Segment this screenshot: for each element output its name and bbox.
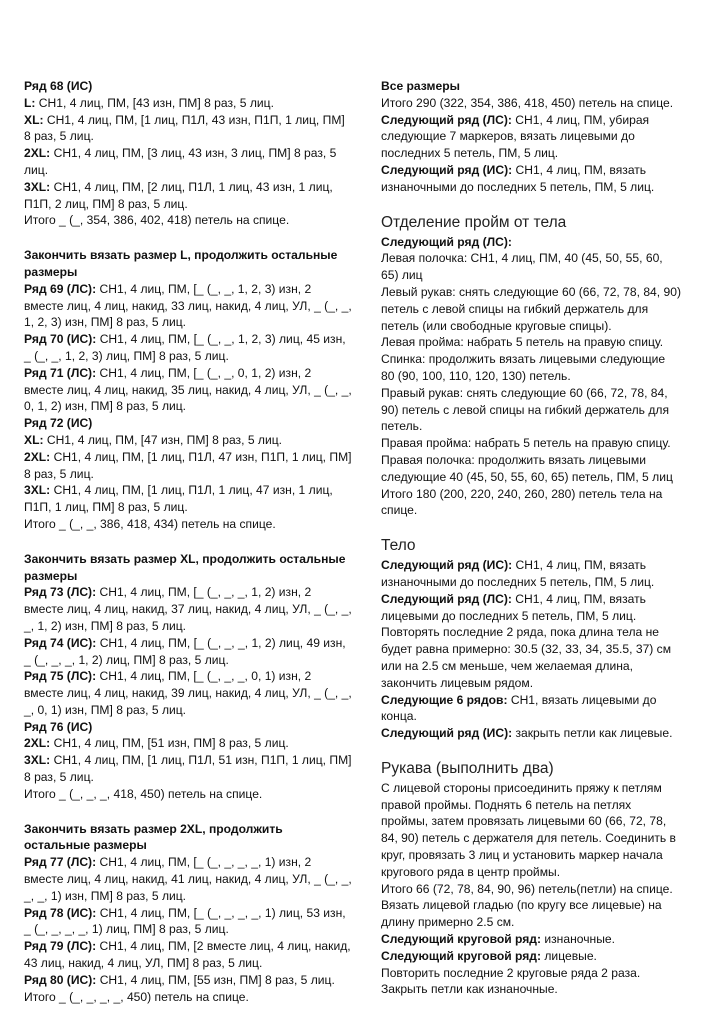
instruction-label: Следующий ряд (ИС): [381, 726, 513, 741]
instruction-paragraph [381, 965, 681, 982]
instruction-text: СН1, 4 лиц, ПМ, [_ (_, _, _, _, 1) изн, 2 вместе лиц, 4 лиц, накид, 41 лиц, накид, 4 лиц, УЛ, _ (_, _, _, _, 1) изн, ПМ] 8 раз, 5 лиц. [24, 855, 352, 903]
instruction-label: Следующий ряд (ЛС): [381, 112, 512, 127]
instruction-label: Ряд 76 (ИС) [24, 719, 93, 734]
instruction-label: Ряд 77 (ЛС): [24, 855, 97, 870]
instruction-text: Левая полочка: СН1, 4 лиц, ПМ, 40 (45, 50, 55, 60, 65) лиц [381, 251, 663, 283]
instruction-paragraph [381, 435, 681, 452]
instruction-paragraph [24, 938, 352, 972]
section-heading: Тело [381, 537, 416, 555]
instruction-text: СН1, 4 лиц, ПМ, [_ (_, _, 1, 2, 3) лиц, 45 изн, _ (_, _, 1, 2, 3) лиц, ПМ] 8 раз, 5 лиц. [24, 332, 346, 363]
instruction-text: СН1, 4 лиц, ПМ, [_ (_, _, _, 1, 2) лиц, 49 изн, _ (_, _, _, 1, 2) лиц, ПМ] 8 раз, 5 лиц. [24, 635, 346, 667]
instruction-paragraph [24, 735, 352, 752]
instruction-text: СН1, 4 лиц, ПМ, вязать изнаночными до последних 5 петель, ПМ, 5 лиц. [381, 162, 655, 194]
section-title: Следующий ряд (ЛС): [381, 234, 512, 249]
instruction-text: С лицевой стороны присоединить пряжу к петлям правой проймы. Поднять 6 петель на петлях проймы, затем провязать лицевыми 60 (66, 72, 78, 84, 90) петель с держателя для петель. Соединить в круг, провязать 3 лиц и установить маркер начала кругового ряда в центр проймы. [381, 780, 676, 879]
instruction-paragraph [24, 584, 352, 634]
instruction-paragraph [24, 786, 352, 803]
instruction-paragraph [381, 692, 681, 726]
instruction-label: 2XL: [24, 449, 51, 464]
instruction-text: Левая пройма: набрать 5 петель на правую спицу. [381, 335, 664, 350]
instruction-paragraph [24, 989, 352, 1006]
instruction-paragraph [24, 905, 352, 939]
instruction-paragraph [381, 591, 681, 625]
instruction-paragraph [381, 486, 681, 520]
instruction-label: Следующий ряд (ИС): [381, 162, 513, 177]
instruction-label: Ряд 80 (ИС): [24, 972, 97, 987]
right-column [381, 78, 681, 1015]
instruction-paragraph [381, 95, 681, 112]
instruction-label: Следующий круговой ряд: [381, 948, 542, 963]
instruction-paragraph [24, 112, 352, 146]
instruction-text: Спинка: продолжить вязать лицевыми следующие 80 (90, 100, 110, 120, 130) петель. [381, 352, 666, 383]
instruction-text: СН1, 4 лиц, ПМ, [_ (_, _, _, 1, 2) изн, 2 вместе лиц, 4 лиц, накид, 37 лиц, накид, 4 лиц, УЛ, _ (_, _, _, 1, 2) изн, ПМ] 8 раз, 5 лиц. [24, 585, 352, 633]
instruction-label: 2XL: [24, 736, 51, 751]
instruction-text: Итого _ (_, _, _, 418, 450) петель на спице. [24, 786, 263, 801]
instruction-paragraph [24, 95, 352, 112]
instruction-label: XL: [24, 432, 44, 447]
instruction-text: СН1, 4 лиц, ПМ, [1 лиц, П1Л, 51 изн, П1П, 1 лиц, ПМ] 8 раз, 5 лиц. [24, 753, 352, 785]
instruction-paragraph [24, 668, 352, 718]
instruction-text: СН1, 4 лиц, ПМ, [1 лиц, П1Л, 43 изн, П1П, 1 лиц, ПМ] 8 раз, 5 лиц. [24, 112, 345, 144]
instruction-text: СН1, 4 лиц, ПМ, [3 лиц, 43 изн, 3 лиц, ПМ] 8 раз, 5 лиц. [24, 146, 337, 177]
instruction-text: Итого _ (_, _, _, _, 450) петель на спице. [24, 989, 249, 1004]
instruction-paragraph [381, 385, 681, 435]
instruction-text: изнаночные. [541, 932, 615, 947]
instruction-text: закрыть петли как лицевые. [512, 726, 673, 741]
section-block [381, 536, 681, 742]
instruction-label: Ряд 69 (ЛС): [24, 281, 97, 296]
instruction-label: L: [24, 95, 36, 110]
instruction-paragraph [24, 635, 352, 669]
instruction-label: 3XL: [24, 483, 51, 498]
instruction-text: Вязать лицевой гладью (по кругу все лицевые) на длину примерно 2.5 см. [381, 898, 662, 930]
instruction-text: Итого _ (_, _, 386, 418, 434) петель на спице. [24, 516, 276, 531]
instruction-text: Повторить последние 2 круговые ряда 2 раза. [381, 965, 641, 980]
instruction-paragraph [381, 780, 681, 881]
left-column [24, 78, 352, 1023]
instruction-text: СН1, 4 лиц, ПМ, [1 лиц, П1Л, 47 изн, П1П, 1 лиц, ПМ] 8 раз, 5 лиц. [24, 449, 352, 481]
instruction-paragraph [381, 334, 681, 351]
instruction-paragraph [24, 516, 352, 533]
instruction-text: СН1, 4 лиц, ПМ, [47 изн, ПМ] 8 раз, 5 лиц. [43, 432, 282, 447]
instruction-text: СН1, 4 лиц, ПМ, [2 лиц, П1Л, 1 лиц, 43 изн, 1 лиц, П1П, 2 лиц, ПМ] 8 раз, 5 лиц. [24, 179, 333, 211]
instruction-text: СН1, 4 лиц, ПМ, [2 вместе лиц, 4 лиц, накид, 43 лиц, накид, 4 лиц, УЛ, ПМ] 8 раз, 5 лиц. [24, 939, 351, 971]
instruction-text: Правый рукав: снять следующие 60 (66, 72, 78, 84, 90) петель с левой спицы на гибкий держатель для петель. [381, 385, 669, 434]
instruction-label: 2XL: [24, 146, 51, 161]
instruction-paragraph [381, 624, 681, 691]
instruction-text: Итого _ (_, 354, 386, 402, 418) петель на спице. [24, 213, 290, 228]
instruction-label: 3XL: [24, 753, 51, 768]
instruction-paragraph [381, 351, 681, 385]
section-block [381, 759, 681, 998]
instruction-paragraph [381, 557, 681, 591]
instruction-label: Ряд 70 (ИС): [24, 332, 97, 347]
instruction-text: СН1, 4 лиц, ПМ, [51 изн, ПМ] 8 раз, 5 лиц. [50, 736, 289, 751]
instruction-paragraph [381, 452, 681, 486]
instruction-paragraph [24, 365, 352, 415]
instruction-text: СН1, 4 лиц, ПМ, [_ (_, _, _, 0, 1) изн, 2 вместе лиц, 4 лиц, накид, 39 лиц, накид, 4 лиц, УЛ, _ (_, _, _, 0, 1) изн, ПМ] 8 раз, 5 лиц. [24, 669, 352, 717]
instruction-paragraph [24, 415, 352, 432]
instruction-text: Правая пройма: набрать 5 петель на правую спицу. [381, 436, 671, 451]
instruction-label: Ряд 71 (ЛС): [24, 365, 97, 380]
instruction-label: Следующий ряд (ИС): [381, 558, 513, 573]
instruction-paragraph [24, 432, 352, 449]
instruction-text: Левый рукав: снять следующие 60 (66, 72, 78, 84, 90) петель с левой спицы на гибкий держатель для петель (или свободные круговые спицы). [381, 284, 681, 333]
instruction-text: Итого 180 (200, 220, 240, 260, 280) петель тела на спице. [381, 486, 663, 518]
instruction-paragraph [24, 331, 352, 365]
instruction-paragraph [381, 112, 681, 162]
row-section [24, 247, 352, 533]
instruction-text: Закрыть петли как изнаночные. [381, 982, 558, 997]
section-title: Закончить вязать размер L, продолжить остальные размеры [24, 248, 338, 279]
instruction-text: СН1, 4 лиц, ПМ, вязать изнаночными до последних 5 петель, ПМ, 5 лиц. [381, 558, 655, 589]
instruction-text: Правая полочка: продолжить вязать лицевыми следующие 40 (45, 50, 55, 60, 65) петель, ПМ, 5 лиц [381, 452, 673, 484]
row-section [24, 551, 352, 803]
instruction-paragraph [381, 948, 681, 965]
instruction-text: лицевые. [541, 948, 597, 963]
instruction-paragraph [24, 212, 352, 229]
instruction-text: Повторять последние 2 ряда, пока длина тела не будет равна примерно: 30.5 (32, 33, 34, 35.5, 37) см или на 2.5 см меньше, чем желаемая длина, закончить лицевым рядом. [381, 625, 672, 690]
instruction-label: Следующие 6 рядов: [381, 692, 508, 707]
instruction-label: Ряд 78 (ИС): [24, 905, 97, 920]
instruction-label: Следующий круговой ряд: [381, 932, 542, 947]
instruction-paragraph [24, 145, 352, 179]
section-title: Все размеры [381, 79, 460, 93]
instruction-paragraph [24, 972, 352, 989]
section-title: Закончить вязать размер XL, продолжить остальные размеры [24, 551, 346, 583]
instruction-paragraph [24, 854, 352, 904]
instruction-paragraph [381, 162, 681, 196]
instruction-label: Ряд 74 (ИС): [24, 635, 97, 650]
instruction-label: Ряд 73 (ЛС): [24, 585, 97, 600]
instruction-paragraph [24, 719, 352, 736]
section-heading: Отделение пройм от тела [381, 213, 567, 231]
instruction-paragraph [24, 179, 352, 213]
instruction-paragraph [381, 931, 681, 948]
instruction-text: СН1, 4 лиц, ПМ, [_ (_, _, _, _, 1) лиц, 53 изн, _ (_, _, _, _, 1) лиц, ПМ] 8 раз, 5 лиц. [24, 905, 346, 937]
instruction-text: Итого 66 (72, 78, 84, 90, 96) петель(петли) на спице. [381, 881, 673, 896]
instruction-paragraph [24, 752, 352, 786]
section-block [381, 78, 681, 196]
instruction-paragraph [24, 482, 352, 516]
instruction-label: Ряд 79 (ЛС): [24, 939, 97, 954]
instruction-text: СН1, 4 лиц, ПМ, [55 изн, ПМ] 8 раз, 5 лиц. [96, 972, 335, 987]
instruction-label: 3XL: [24, 179, 51, 194]
row-section [24, 78, 352, 229]
instruction-paragraph [381, 725, 681, 742]
instruction-text: Итого 290 (322, 354, 386, 418, 450) петель на спице. [381, 95, 674, 110]
section-block [381, 213, 681, 520]
instruction-paragraph [381, 250, 681, 284]
row-section [24, 821, 352, 1006]
instruction-text: СН1, 4 лиц, ПМ, вязать лицевыми до последних 5 петель, ПМ, 5 лиц. [381, 591, 646, 623]
instruction-label: Следующий ряд (ЛС): [381, 591, 512, 606]
instruction-text: СН1, 4 лиц, ПМ, [1 лиц, П1Л, 1 лиц, 47 изн, 1 лиц, П1П, 1 лиц, ПМ] 8 раз, 5 лиц. [24, 483, 333, 515]
instruction-text: СН1, 4 лиц, ПМ, убирая следующие 7 маркеров, вязать лицевыми до последних 5 петель, ПМ, 5 лиц. [381, 112, 650, 161]
instruction-paragraph [24, 281, 352, 331]
instruction-paragraph [381, 981, 681, 998]
instruction-text: СН1, 4 лиц, ПМ, [_ (_, _, 1, 2, 3) изн, 2 вместе лиц, 4 лиц, накид, 33 лиц, накид, 4 лиц, УЛ, _ (_, _, 1, 2, 3) изн, ПМ] 8 раз, 5 лиц. [24, 281, 352, 330]
instruction-paragraph [381, 284, 681, 334]
instruction-text: СН1, 4 лиц, ПМ, [43 изн, ПМ] 8 раз, 5 лиц. [35, 95, 274, 110]
instruction-label: Ряд 75 (ЛС): [24, 669, 97, 684]
instruction-label: Ряд 72 (ИС) [24, 416, 93, 431]
section-title: Ряд 68 (ИС) [24, 79, 93, 93]
instruction-paragraph [24, 449, 352, 483]
instruction-paragraph [381, 881, 681, 898]
section-title: Закончить вязать размер 2XL, продолжить остальные размеры [24, 821, 283, 853]
section-heading: Рукава (выполнить два) [381, 759, 554, 777]
instruction-text: СН1, вязать лицевыми до конца. [381, 692, 657, 724]
instruction-text: СН1, 4 лиц, ПМ, [_ (_, _, 0, 1, 2) изн, 2 вместе лиц, 4 лиц, накид, 35 лиц, накид, 4 лиц, УЛ, _ (_, _, 0, 1, 2) изн, ПМ] 8 раз, 5 лиц. [24, 365, 352, 414]
instruction-label: XL: [24, 112, 44, 127]
instruction-paragraph [381, 897, 681, 931]
